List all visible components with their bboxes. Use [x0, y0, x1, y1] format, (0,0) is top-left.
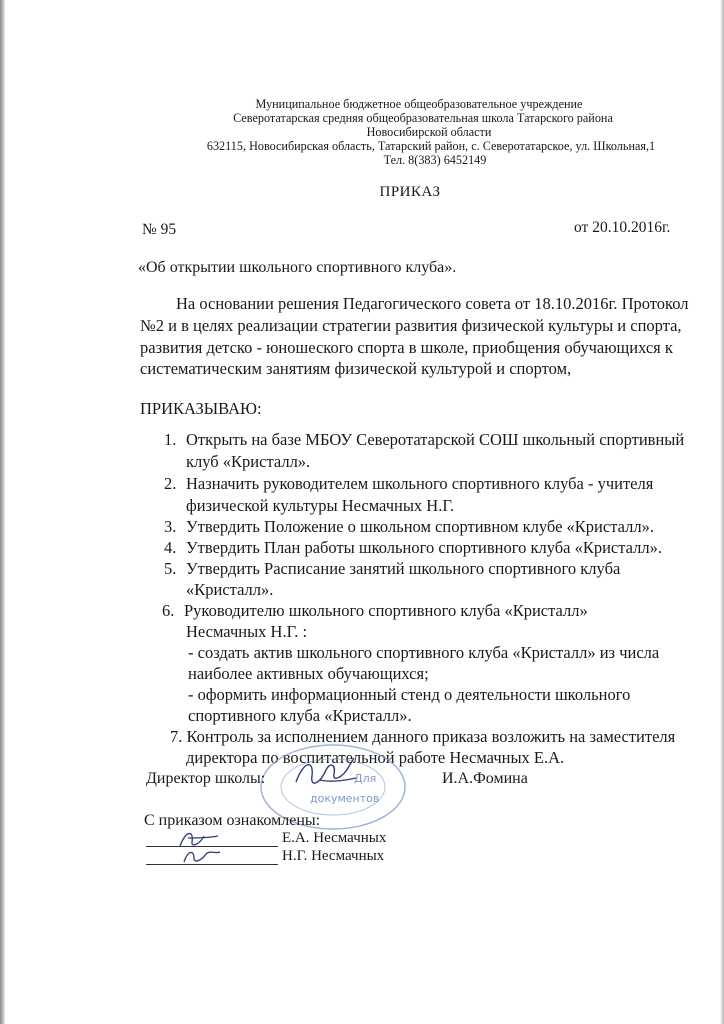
- ack-signature-2: [180, 844, 224, 868]
- scan-edge-left: [0, 0, 5, 1024]
- header-line-1: Муниципальное бюджетное общеобразовательное учреждение: [255, 97, 583, 111]
- director-signature: [290, 752, 362, 796]
- list-item-7: 7. Контроль за исполнением данного приказа возложить на заместителя: [170, 727, 676, 746]
- stamp-text-2: документов: [310, 792, 380, 805]
- stamp-text-1: Для: [354, 772, 377, 785]
- list-text: Утвердить Положение о школьном спортивном клубе «Кристалл».: [186, 517, 654, 536]
- acknowledged-name-2: Н.Г. Несмачных: [282, 848, 385, 864]
- list-item-6-sub-1-cont: наиболее активных обучающихся;: [188, 664, 429, 683]
- header-phone: Тел. 8(383) 6452149: [383, 153, 487, 167]
- list-item-6-sub-1: - создать актив школьного спортивного клуба «Кристалл» из числа: [188, 643, 660, 662]
- acknowledged-label: С приказом ознакомлены:: [144, 812, 321, 829]
- list-number: 3.: [164, 517, 177, 536]
- list-text: Утвердить Расписание занятий школьного спортивного клуба: [186, 559, 621, 578]
- list-item-1-cont: клуб «Кристалл».: [186, 452, 311, 471]
- list-number: 6.: [162, 601, 175, 620]
- list-item-4: [164, 538, 662, 558]
- list-text: Открыть на базе МБОУ Северотатарской СОШ школьный спортивный: [186, 430, 685, 449]
- list-item-6-cont: Несмачных Н.Г. :: [186, 622, 308, 641]
- order-word: ПРИКАЗЫВАЮ:: [140, 399, 262, 418]
- header-line-2: Северотатарская средняя общеобразовательная школа Татарского района: [233, 111, 613, 125]
- order-date: от 20.10.2016г.: [574, 219, 671, 236]
- list-item-5-cont: «Кристалл».: [186, 580, 274, 599]
- list-number: 5.: [164, 559, 177, 578]
- list-text: Утвердить План работы школьного спортивного клуба «Кристалл».: [186, 538, 662, 557]
- director-name: И.А.Фомина: [442, 770, 528, 787]
- order-subject: «Об открытии школьного спортивного клуба».: [138, 259, 457, 276]
- list-item-6: [162, 601, 588, 621]
- list-item-7-cont: директора по воспитательной работе Несмачных Е.А.: [186, 748, 565, 767]
- preamble-line-3: развития детско - юношеского спорта в школе, приобщения обучающихся к: [140, 338, 673, 357]
- director-label: Директор школы:: [146, 770, 266, 787]
- header-line-3: Новосибирской области: [366, 125, 492, 139]
- list-text: Руководителю школьного спортивного клуба «Кристалл»: [184, 601, 588, 620]
- list-item-3: [164, 517, 654, 537]
- preamble-line-2: №2 и в целях реализации стратегии развития физической культуры и спорта,: [140, 316, 682, 335]
- order-number: № 95: [142, 221, 177, 238]
- list-item-1: [164, 430, 684, 450]
- document-title: ПРИКАЗ: [379, 184, 441, 200]
- acknowledged-name-1: Е.А. Несмачных: [282, 830, 387, 846]
- list-number: 2.: [164, 474, 177, 493]
- list-item-5: [164, 559, 620, 579]
- list-item-6-sub-2: - оформить информационный стенд о деятельности школьного: [188, 685, 631, 704]
- scan-edge-right: [720, 0, 724, 1024]
- list-item-2: [164, 474, 653, 494]
- list-item-6-sub-2-cont: спортивного клуба «Кристалл».: [188, 706, 412, 725]
- preamble-line-1: На основании решения Педагогического совета от 18.10.2016г. Протокол: [176, 294, 689, 313]
- list-item-2-cont: физической культуры Несмачных Н.Г.: [186, 496, 455, 515]
- list-text: Назначить руководителем школьного спортивного клуба - учителя: [186, 474, 654, 493]
- preamble-line-4: систематическим занятиям физической культурой и спортом,: [140, 359, 572, 378]
- header-address: 632115, Новосибирская область, Татарский район, с. Северотатарское, ул. Школьная,1: [206, 139, 656, 153]
- list-number: 1.: [164, 430, 177, 449]
- list-number: 4.: [164, 538, 177, 557]
